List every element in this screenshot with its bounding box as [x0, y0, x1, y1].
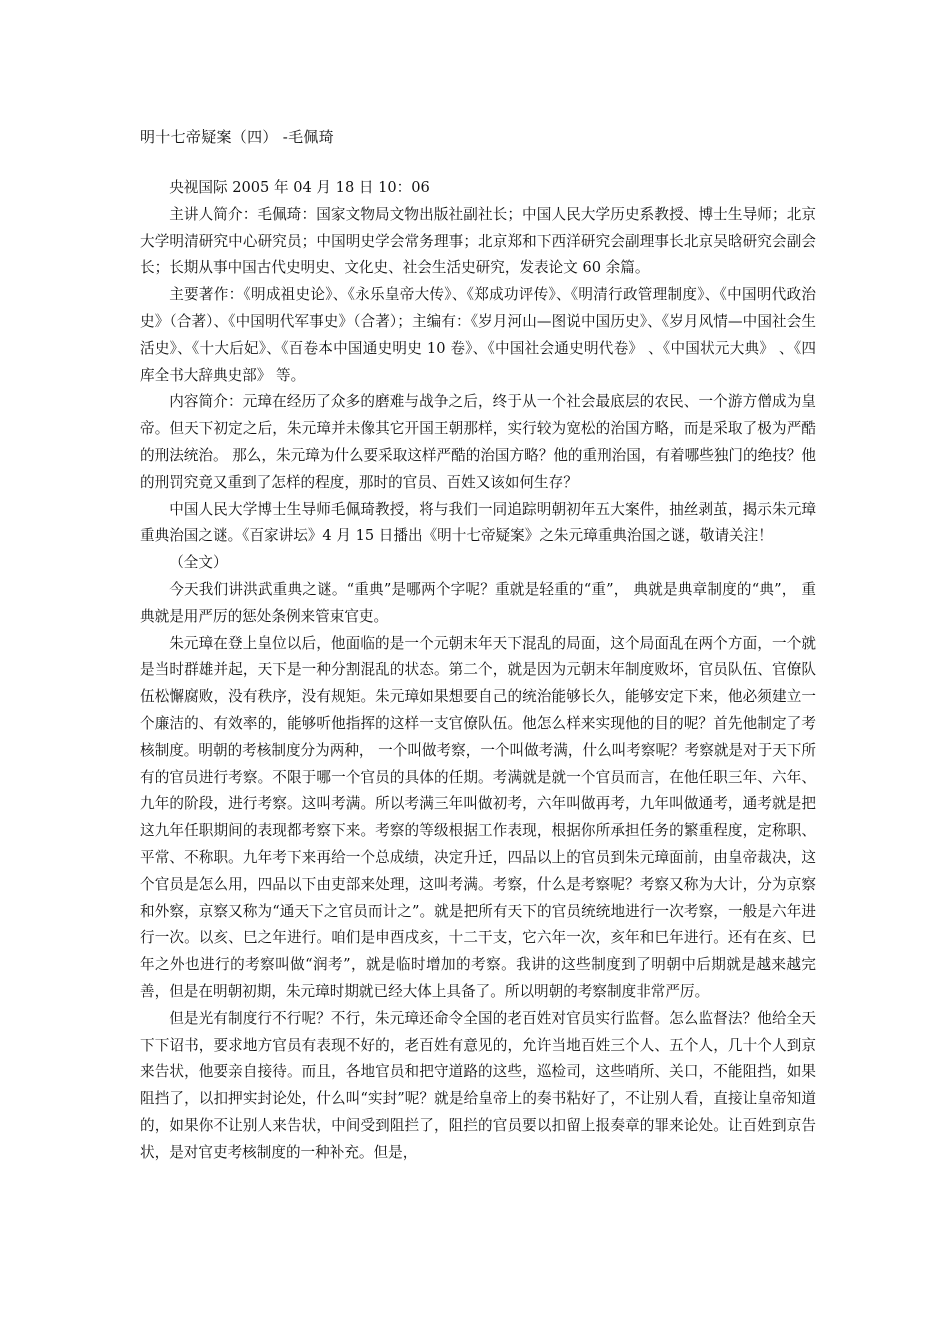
body-paragraph: 但是光有制度行不行呢？不行，朱元璋还命令全国的老百姓对官员实行监督。怎么监督法？他给全天下下诏书，要求地方官员有表现不好的，老百姓有意见的，允许当地百姓三个人、五个人，几十个人到京来告状，他要亲自接待。而且，各地官员和把守道路的这些，巡检司，这些哨所、关口，不能阻挡，如果阻挡了，以扣押实封论处，什么叫“实封”呢？就是给皇帝上的奏书粘好了，不让别人看，直接让皇帝知道的，如果你不让别人来告状，中间受到阻拦了，阻拦的官员要以扣留上报奏章的罪来论处。让百姓到京告状，是对官吏考核制度的一种补充。但是， — [140, 1009, 816, 1161]
speaker-intro-paragraph: 主讲人简介：毛佩琦：国家文物局文物出版社副社长；中国人民大学历史系教授、博士生导师；北京大学明清研究中心研究员；中国明史学会常务理事；北京郑和下西洋研究会副理事长北京吴晗研究会副会长；长期从事中国古代史明史、文化史、社会生活史研究，发表论文 60 余篇。 — [140, 205, 816, 277]
body-paragraph: 今天我们讲洪武重典之谜。“重典”是哪两个字呢？重就是轻重的“重”， 典就是典章制度的“典”， 重典就是用严厉的惩处条例来管束官吏。 — [140, 580, 816, 625]
publish-info: 央视国际 2005 年 04 月 18 日 10：06 — [169, 179, 430, 196]
body-paragraph: 朱元璋在登上皇位以后，他面临的是一个元朝末年天下混乱的局面，这个局面乱在两个方面，一个就是当时群雄并起，天下是一种分割混乱的状态。第二个，就是因为元朝末年制度败坏，官员队伍、官僚队伍松懈腐败，没有秩序，没有规矩。朱元璋如果想要自己的统治能够长久，能够安定下来，他必须建立一个廉洁的、有效率的，能够听他指挥的这样一支官僚队伍。他怎么样来实现他的目的呢？首先他制定了考核制度。明朝的考核制度分为两种， 一个叫做考察，一个叫做考满，什么叫考察呢？考察就是对于天下所有的官员进行考察。不限于哪一个官员的具体的任期。考满就是就一个官员而言，在他任职三年、六年、九年的阶段，进行考察。这叫考满。所以考满三年叫做初考，六年叫做再考，九年叫做通考，通考就是把这九年任职期间的表现都考察下来。考察的等级根据工作表现，根据你所承担任务的繁重程度，定称职、平常、不称职。九年考下来再给一个总成绩，决定升迁，四品以上的官员到朱元璋面前，由皇帝裁决，这个官员是怎么用，四品以下由吏部来处理，这叫考满。考察，什么是考察呢？考察又称为大计，分为京察和外察，京察又称为“通天下之官员而计之”。就是把所有天下的官员统统地进行一次考察，一般是六年进行一次。以亥、巳之年进行。咱们是申酉戌亥，十二干支，它六年一次，亥年和巳年进行。还有在亥、巳年之外也进行的考察叫做“润考”，就是临时增加的考察。我讲的这些制度到了明朝中后期就是越来越完善，但是在明朝初期，朱元璋时期就已经大体上具备了。所以明朝的考察制度非常严厉。 — [140, 634, 816, 1000]
document-body — [140, 175, 816, 1166]
full-text-label: （全文） — [169, 554, 228, 572]
summary-paragraph: 内容简介：元璋在经历了众多的磨难与战争之后，终于从一个社会最底层的农民、一个游方僧成为皇帝。但天下初定之后，朱元璋并未像其它开国王朝那样，实行较为宽松的治国方略，而是采取了极为严酷的刑法统治。 那么，朱元璋为什么要采取这样严酷的治国方略？他的重刑治国，有着哪些独门的绝技？他的刑罚究竟又重到了怎样的程度，那时的官员、百姓又该如何生存？ — [140, 393, 816, 491]
promo-paragraph: 中国人民大学博士生导师毛佩琦教授，将与我们一同追踪明朝初年五大案件，抽丝剥茧，揭示朱元璋重典治国之谜。《百家讲坛》4 月 15 日播出《明十七帝疑案》之朱元璋重典治国之谜，敬请关注！ — [140, 500, 816, 545]
document-title: 明十七帝疑案（四） -毛佩琦 — [140, 128, 335, 146]
works-paragraph: 主要著作：《明成祖史论》、《永乐皇帝大传》、《郑成功评传》、《明清行政管理制度》、《中国明代政治史》（合著）、《中国明代军事史》（合著）；主编有：《岁月河山—图说中国历史》、《岁月风情—中国社会生活史》、《十大后妃》、《百卷本中国通史明史 10 卷》、《中国社会通史明代卷》 、《中国状元大典》 、《四库全书大辞典史部》 等。 — [140, 286, 816, 384]
